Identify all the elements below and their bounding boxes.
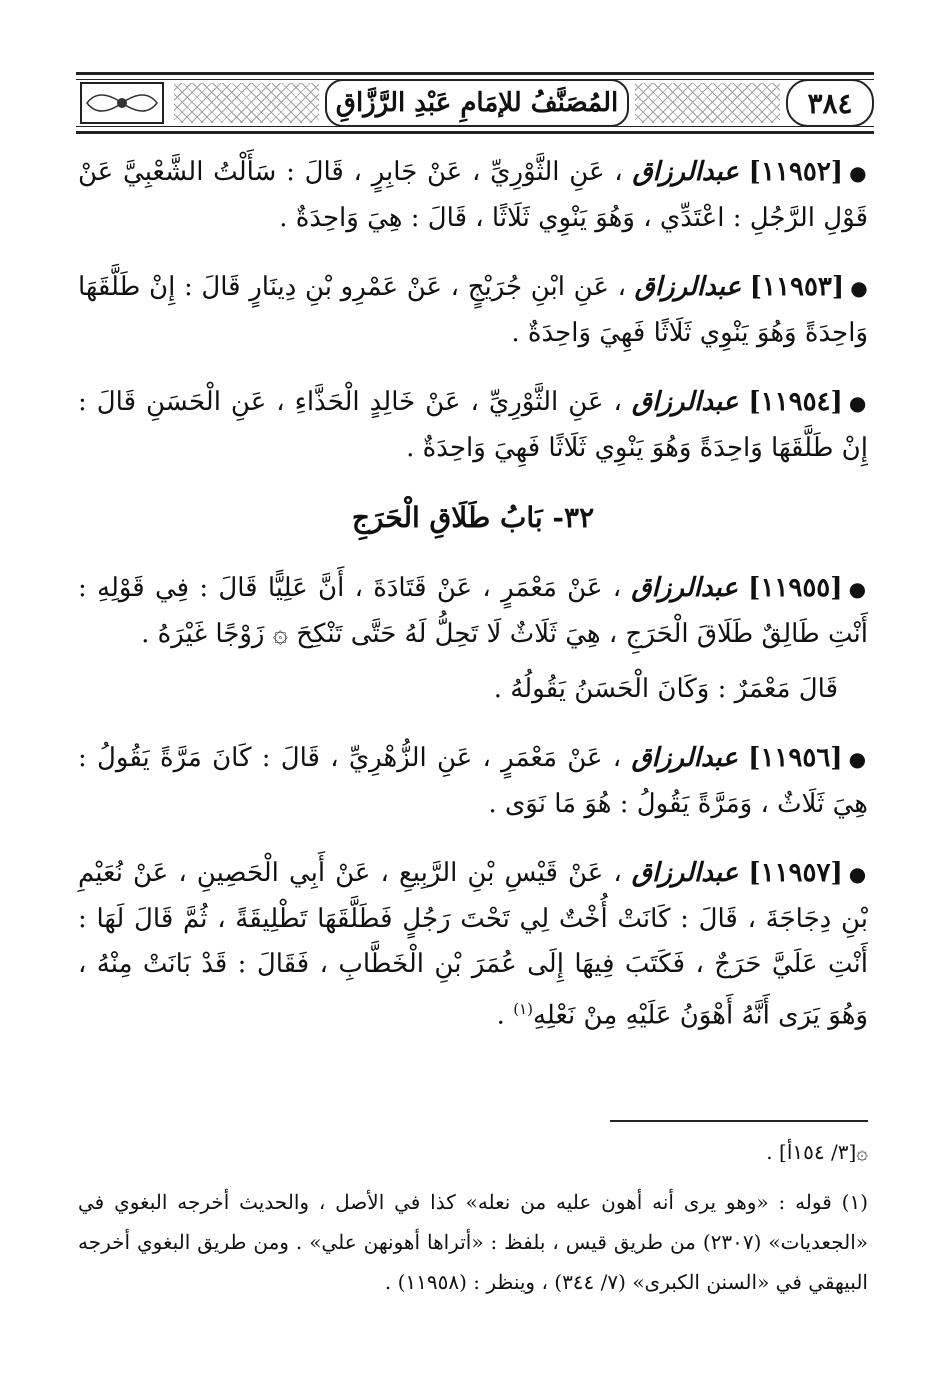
header-ornament-band — [174, 83, 319, 123]
bullet-icon: ● — [848, 391, 868, 415]
chapter-heading: ٣٢- بَابُ طَلَاقِ الْحَرَجِ — [351, 501, 595, 534]
entry-text: ، عَنْ قَيْسِ بْنِ الرَّبِيعِ ، عَنْ أَبِي الْحَصِينِ ، عَنْ نُعَيْمِ بْنِ دِجَاجَةَ ، قَالَ : كَانَتْ أُخْتٌ لِي تَحْتَ رَجُلٍ فَطَلَّقَهَا تَطْلِيقَةً ، ثُمَّ قَالَ لَهَا : أَنْتِ عَلَيَّ حَرَجٌ ، فَكَتَبَ فِيهَا إِلَى عُمَرَ بْنِ الْخَطَّابِ ، فَقَالَ : قَدْ بَانَتْ مِنْهُ ، وَهُوَ يَرَى أَنَّهُ أَهْوَنُ عَلَيْهِ مِنْ نَعْلِهِ — [78, 858, 868, 1031]
entry-source: عبدالرزاق — [631, 387, 739, 417]
hadith-entry — [78, 851, 868, 1039]
hadith-entry — [78, 736, 868, 827]
footnotes — [78, 1132, 868, 1302]
main-text — [78, 150, 868, 1063]
entry-number: [١١٩٥٧] — [748, 858, 843, 888]
footnote-marker[interactable]: (١) — [513, 1000, 533, 1018]
header-ornament-band — [635, 83, 780, 123]
entry-end: . — [496, 1000, 514, 1031]
entry-text: ، عَنْ مَعْمَرٍ ، عَنِ الزُّهْرِيِّ ، قَالَ : كَانَ مَرَّةً يَقُولُ : هِيَ ثَلَاثٌ ، وَمَرَّةً يَقُولُ : هُوَ مَا نَوَى . — [78, 743, 868, 819]
entry-number: [١١٩٥٢] — [748, 157, 844, 187]
footnote-separator — [610, 1120, 868, 1122]
bullet-icon: ● — [849, 161, 869, 185]
entry-text: ، عَنْ مَعْمَرٍ ، عَنْ قَتَادَةَ ، أَنَّ عَلِيًّا قَالَ : فِي قَوْلِهِ : أَنْتِ طَالِقٌ طَلَاقَ الْحَرَجِ ، هِيَ ثَلَاثٌ لَا تَحِلُّ لَهُ حَتَّى تَنْكِحَ ۞ زَوْجًا غَيْرَهُ . — [78, 573, 868, 649]
entry-number: [١١٩٥٦] — [748, 743, 843, 773]
left-ornament-icon — [76, 79, 168, 127]
bullet-icon: ● — [848, 747, 869, 771]
folio-reference: ۞[٣/ ١٥٤أ] . — [766, 1140, 868, 1164]
entry-number: [١١٩٥٣] — [749, 272, 845, 302]
entry-source: عبدالرزاق — [632, 157, 739, 187]
page-number: ٣٨٤ — [786, 79, 874, 127]
bullet-icon: ● — [848, 577, 869, 601]
entry-text: ، عَنِ الثَّوْرِيِّ ، عَنْ جَابِرٍ ، قَالَ : سَأَلْتُ الشَّعْبِيَّ عَنْ قَوْلِ الرَّجُلِ : اعْتَدِّي ، وَهُوَ يَنْوِي ثَلَاثًا ، قَالَ : هِيَ وَاحِدَةٌ . — [78, 157, 868, 233]
footnote-1: (١) قوله : «وهو يرى أنه أهون عليه من نعله» كذا في الأصل ، والحديث أخرجه البغوي في «الجعديات» (٢٣٠٧) من طريق قيس ، بلفظ : «أتراها أهونهن علي» . ومن طريق البغوي أخرجه البيهقي في «السنن الكبرى» (٧/ ٣٤٤) ، وينظر : (١١٩٥٨) . — [78, 1190, 868, 1294]
entry-source: عبدالرزاق — [634, 272, 742, 302]
page-title: المُصَنَّفُ للإمَامِ عَبْدِ الرَّزَّاقِ — [325, 79, 629, 127]
hadith-entry — [78, 566, 868, 657]
entry-text: ، عَنِ الثَّوْرِيِّ ، عَنْ خَالِدٍ الْحَذَّاءِ ، عَنِ الْحَسَنِ قَالَ : إِنْ طَلَّقَهَا وَاحِدَةً وَهُوَ يَنْوِي ثَلَاثًا فَهِيَ وَاحِدَةٌ . — [78, 387, 868, 463]
bullet-icon: ● — [848, 862, 869, 886]
bullet-icon: ● — [850, 276, 869, 300]
page-header — [76, 72, 874, 134]
entry-number: [١١٩٥٥] — [748, 573, 843, 603]
hadith-entry — [78, 380, 868, 471]
entry-source: عبدالرزاق — [631, 743, 738, 773]
hadith-entry — [78, 265, 868, 356]
entry-text: ، عَنِ ابْنِ جُرَيْجٍ ، عَنْ عَمْرِو بْنِ دِينَارٍ قَالَ : إِنْ طَلَّقَهَا وَاحِدَةً وَهُوَ يَنْوِي ثَلَاثًا فَهِيَ وَاحِدَةٌ . — [78, 272, 868, 348]
quote-line: قَالَ مَعْمَرٌ : وَكَانَ الْحَسَنُ يَقُولُهُ . — [493, 674, 838, 704]
entry-source: عبدالرزاق — [631, 858, 739, 888]
hadith-entry — [78, 150, 868, 241]
entry-number: [١١٩٥٤] — [748, 387, 843, 417]
entry-source: عبدالرزاق — [631, 573, 738, 603]
